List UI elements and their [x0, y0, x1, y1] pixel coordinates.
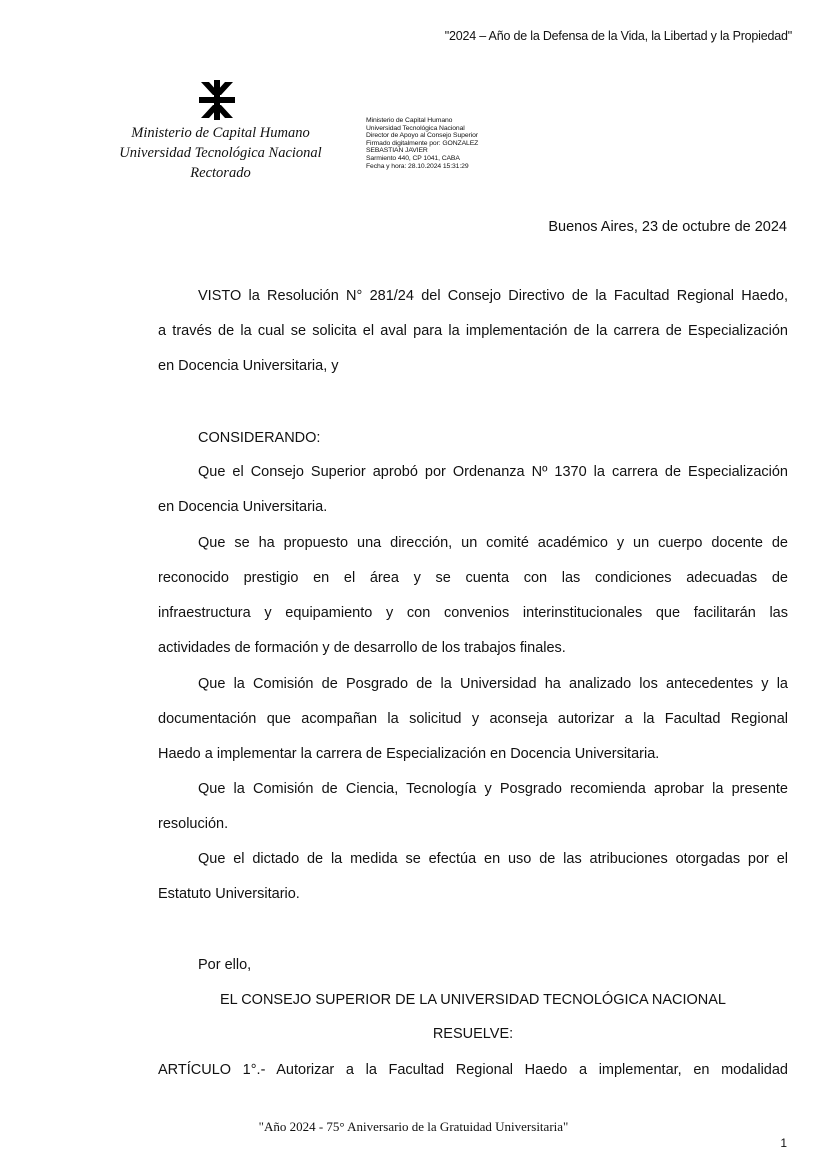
considerando-title: CONSIDERANDO:	[198, 430, 321, 446]
paragraph-line: Que la Comisión de Ciencia, Tecnología y Posgrado recomienda aprobar la presente	[198, 781, 788, 797]
paragraph-line: Estatuto Universitario.	[158, 886, 300, 902]
resuelve-title: RESUELVE:	[432, 1026, 514, 1042]
paragraph-line: Que el dictado de la medida se efectúa en uso de las atribuciones otorgadas por el	[198, 851, 788, 867]
header-quote: "2024 – Año de la Defensa de la Vida, la Libertad y la Propiedad"	[444, 29, 792, 43]
date-line: Buenos Aires, 23 de octubre de 2024	[548, 219, 787, 235]
visto-line: VISTO la Resolución N° 281/24 del Consejo Directivo de la Facultad Regional Haedo,	[198, 288, 788, 304]
stamp-line: SEBASTIAN JAVIER	[366, 147, 428, 155]
council-title: EL CONSEJO SUPERIOR DE LA UNIVERSIDAD TECNOLÓGICA NACIONAL	[219, 992, 726, 1008]
stamp-line: Fecha y hora: 28.10.2024 15:31:29	[366, 162, 469, 170]
stamp-line: Sarmiento 440, CP 1041, CABA	[366, 154, 460, 162]
stamp-line: Ministerio de Capital Humano	[366, 117, 453, 124]
ministry-line: Ministerio de Capital Humano	[131, 125, 310, 141]
stamp-line: Director de Apoyo al Consejo Superior	[366, 132, 478, 140]
stamp-line: Firmado digitalmente por: GONZALEZ	[366, 139, 479, 147]
ministry-line: Universidad Tecnológica Nacional	[119, 145, 322, 161]
visto-line: en Docencia Universitaria, y	[158, 358, 339, 374]
stamp-line: Universidad Tecnológica Nacional	[366, 124, 465, 132]
article-1-line: ARTÍCULO 1°.- Autorizar a la Facultad Regional Haedo a implementar, en modalidad	[158, 1062, 788, 1078]
page-number: 1	[780, 1136, 787, 1150]
paragraph-line: actividades de formación y de desarrollo de los trabajos finales.	[158, 640, 566, 656]
paragraph-line: Que la Comisión de Posgrado de la Universidad ha analizado los antecedentes y la	[198, 676, 788, 692]
document-body	[158, 0, 788, 1100]
paragraph-line: Que el Consejo Superior aprobó por Ordenanza Nº 1370 la carrera de Especialización	[198, 464, 788, 480]
paragraph-line: Haedo a implementar la carrera de Especialización en Docencia Universitaria.	[158, 746, 660, 762]
paragraph-line: resolución.	[158, 816, 229, 832]
paragraph-line: infraestructura y equipamiento y con convenios interinstitucionales que facilitarán las	[158, 605, 788, 621]
ministry-line: Rectorado	[190, 165, 251, 181]
paragraph-line: en Docencia Universitaria.	[158, 499, 328, 515]
por-ello: Por ello,	[198, 957, 252, 973]
visto-line: a través de la cual se solicita el aval para la implementación de la carrera de Especialización	[158, 323, 788, 339]
footer-quote: "Año 2024 - 75° Aniversario de la Gratuidad Universitaria"	[258, 1119, 569, 1134]
paragraph-line: documentación que acompañan la solicitud y aconseja autorizar a la Facultad Regional	[158, 711, 788, 727]
paragraph-line: Que se ha propuesto una dirección, un comité académico y un cuerpo docente de	[198, 535, 788, 551]
paragraph-line: reconocido prestigio en el área y se cuenta con las condiciones adecuadas de	[158, 570, 788, 586]
